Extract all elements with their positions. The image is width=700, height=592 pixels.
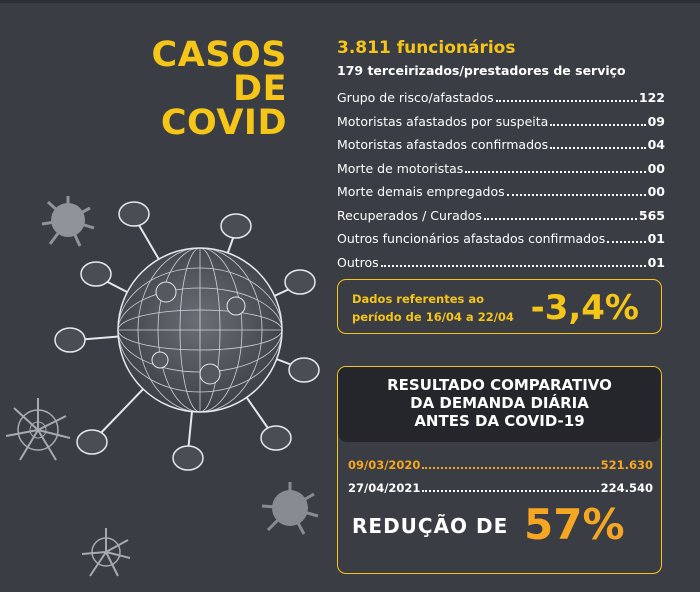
stat-label: Grupo de risco/afastados	[337, 90, 494, 105]
stat-row	[337, 208, 665, 232]
top-border	[0, 0, 700, 3]
stat-label: Motoristas afastados por suspeita	[337, 113, 549, 129]
comparison-title-line-3: ANTES DA COVID-19	[414, 412, 585, 430]
stat-value: 00	[647, 160, 665, 176]
comparison-box	[337, 366, 662, 574]
stat-value: 565	[638, 207, 665, 223]
page-title	[100, 35, 287, 143]
dot-leader	[607, 241, 645, 243]
stat-row	[337, 255, 665, 279]
title-line-1: CASOS	[151, 35, 287, 75]
dot-leader	[484, 218, 637, 220]
small-virus-icon	[82, 528, 130, 576]
stat-value: 04	[647, 137, 665, 152]
dot-leader	[550, 147, 645, 149]
stat-row	[337, 231, 665, 255]
stat-row	[337, 184, 665, 208]
comparison-date: 27/04/2021	[348, 481, 421, 495]
stat-value: 01	[647, 254, 665, 270]
comparison-header	[338, 367, 661, 442]
coronavirus-illustration	[0, 190, 340, 592]
period-text	[352, 290, 532, 326]
stat-label: Outros funcionários afastados confirmados	[337, 231, 606, 246]
comparison-title-line-2: DA DEMANDA DIÁRIA	[410, 394, 589, 412]
dot-leader	[381, 265, 646, 267]
stat-row	[337, 90, 665, 114]
stat-value: 00	[647, 184, 665, 199]
stat-value: 09	[647, 113, 665, 129]
comparison-value: 224.540	[600, 481, 653, 495]
stat-label: Outros	[337, 254, 379, 270]
stat-value: 01	[647, 231, 665, 246]
dot-leader	[550, 124, 645, 126]
contractor-count: 179 terceirizados/prestadores de serviço	[337, 63, 626, 78]
comparison-row	[348, 481, 653, 495]
stat-label: Motoristas afastados confirmados	[337, 137, 549, 152]
small-virus-icon	[42, 196, 94, 246]
period-line-2: período de 16/04 a 22/04	[352, 310, 514, 324]
stat-value: 122	[638, 90, 665, 105]
stat-row	[337, 137, 665, 161]
comparison-date: 09/03/2020	[348, 458, 421, 472]
stat-label: Morte de motoristas	[337, 160, 464, 176]
dot-leader	[465, 171, 645, 173]
reduction-label: REDUÇÃO DE	[352, 514, 509, 538]
small-virus-icon	[6, 398, 70, 460]
stats-list	[337, 90, 665, 278]
main-virus-icon	[55, 202, 319, 470]
period-box	[337, 279, 662, 334]
dot-leader	[422, 467, 598, 469]
comparison-title-line-1: RESULTADO COMPARATIVO	[387, 376, 612, 394]
small-virus-icon	[262, 482, 318, 534]
stat-label: Recuperados / Curados	[337, 207, 482, 223]
dot-leader	[496, 100, 637, 102]
stat-row	[337, 161, 665, 185]
stat-label: Morte demais empregados	[337, 184, 505, 199]
dot-leader	[507, 194, 646, 196]
title-line-2: DE COVID	[160, 69, 287, 143]
reduction-value: 57%	[524, 500, 625, 549]
dot-leader	[422, 490, 598, 492]
comparison-row	[348, 458, 653, 472]
period-line-1: Dados referentes ao	[352, 292, 485, 306]
stat-row	[337, 114, 665, 138]
comparison-value: 521.630	[600, 458, 653, 472]
employee-count: 3.811 funcionários	[337, 38, 516, 58]
comparison-title	[338, 376, 661, 430]
period-percent: -3,4%	[530, 288, 639, 328]
